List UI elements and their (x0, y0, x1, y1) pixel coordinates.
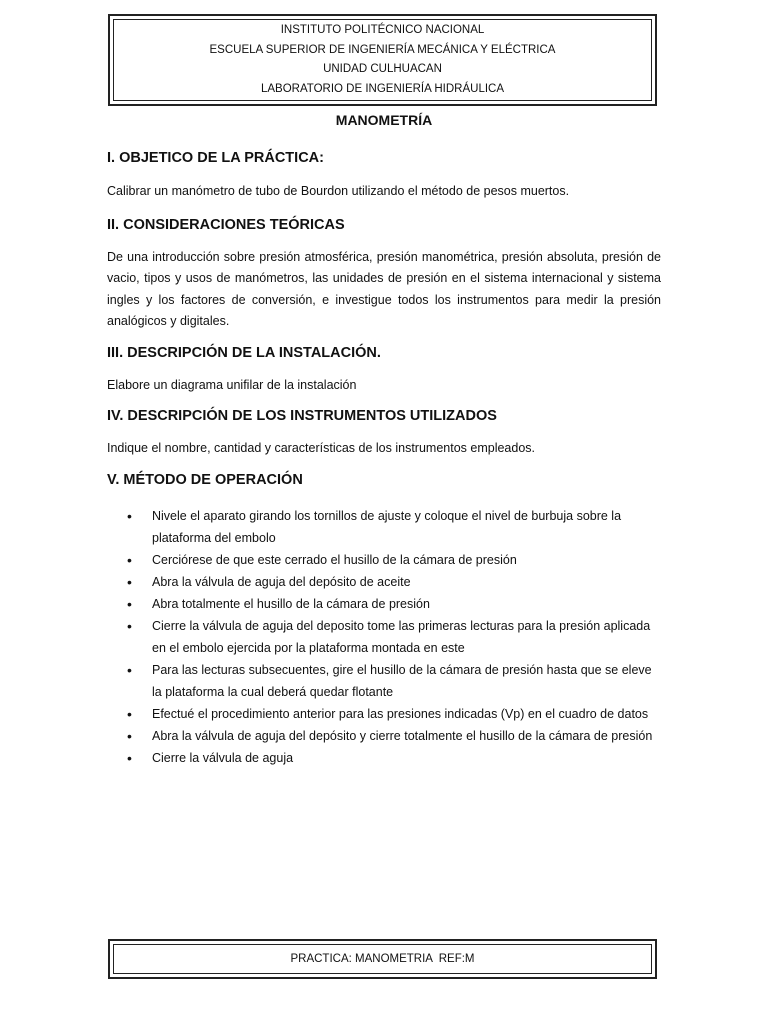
header-box (108, 14, 657, 106)
section-heading-installation: III. DESCRIPCIÓN DE LA INSTALACIÓN. (107, 344, 381, 361)
header-inner-box (113, 19, 652, 101)
section-heading-instruments: IV. DESCRIPCIÓN DE LOS INSTRUMENTOS UTILIZADOS (107, 408, 497, 424)
footer-box (108, 939, 657, 979)
header-laboratory: LABORATORIO DE INGENIERÍA HIDRÁULICA (260, 82, 505, 95)
list-item: • Para las lecturas subsecuentes, gire el husillo de la cámara de presión hasta que se eleve la plataforma la cual deberá quedar flotante (107, 659, 661, 703)
header-institution: INSTITUTO POLITÉCNICO NACIONAL (280, 24, 485, 36)
list-item: • Nivele el aparato girando los tornillos de ajuste y coloque el nivel de burbuja sobre la plataforma del embolo (107, 505, 661, 549)
list-item: • Abra totalmente el husillo de la cámara de presión (107, 593, 661, 615)
header-school: ESCUELA SUPERIOR DE INGENIERÍA MECÁNICA Y ELÉCTRICA (209, 43, 556, 56)
list-item: • Cerciórese de que este cerrado el husillo de la cámara de presión (107, 549, 661, 571)
list-item: • Cierre la válvula de aguja del deposito tome las primeras lecturas para la presión aplicada en el embolo ejercida por la plataforma montada en este (107, 615, 661, 659)
list-item: • Efectué el procedimiento anterior para las presiones indicadas (Vp) en el cuadro de datos (107, 703, 661, 725)
method-steps-list (107, 505, 661, 769)
header-unit: UNIDAD CULHUACAN (323, 63, 442, 75)
section-text-installation: Elabore un diagrama unifilar de la instalación (107, 377, 357, 392)
list-item: • Abra la válvula de aguja del depósito de aceite (107, 571, 661, 593)
list-item: • Cierre la válvula de aguja (107, 747, 661, 769)
list-item: • Abra la válvula de aguja del depósito y cierre totalmente el husillo de la cámara de presión (107, 725, 661, 747)
section-heading-method: V. MÉTODO DE OPERACIÓN (107, 471, 303, 488)
footer-inner-box (113, 944, 652, 974)
section-text-objective: Calibrar un manómetro de tubo de Bourdon utilizando el método de pesos muertos. (107, 184, 570, 198)
section-text-theory: De una introducción sobre presión atmosférica, presión manométrica, presión absoluta, presión de vacio, tipos y usos de manómetros, las unidades de presión en el sistema internacional y sistema ingles y los factores de conversión, e investigue todos los instrumentos para medir la presión analógicos y digitales. (107, 249, 661, 328)
section-heading-objective: I. OBJETICO DE LA PRÁCTICA: (107, 150, 324, 166)
section-text-instruments: Indique el nombre, cantidad y características de los instrumentos empleados. (107, 441, 536, 455)
document-title: MANOMETRÍA (335, 112, 433, 128)
section-heading-theory: II. CONSIDERACIONES TEÓRICAS (107, 216, 345, 233)
document-body (107, 150, 661, 769)
footer-reference: PRACTICA: MANOMETRIA REF:M (290, 953, 475, 965)
